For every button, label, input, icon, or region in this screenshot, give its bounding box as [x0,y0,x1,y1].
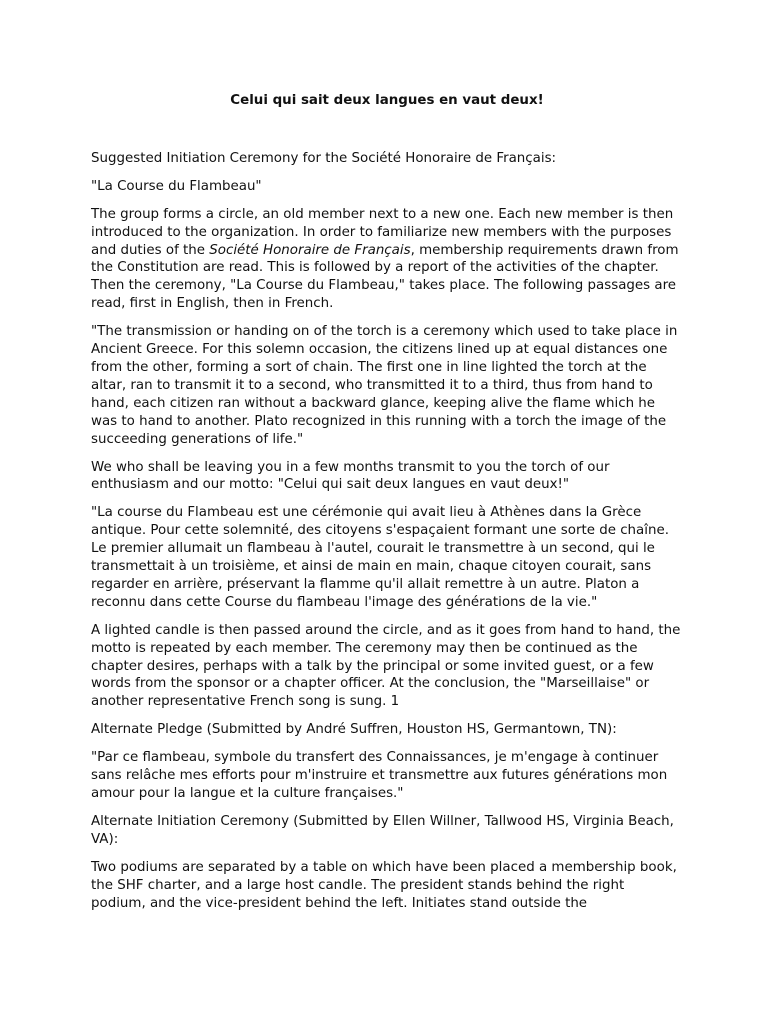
ceremony-description-part-1: The group forms a circle, an old member next to a new one. Each new member is then introduced to the organization. In order to familiarize new members with the purposes and duties of the [91,206,674,258]
ceremony-description [91,206,683,313]
alternate-pledge-heading: Alternate Pledge (Submitted by André Suffren, Houston HS, Germantown, TN): [91,722,617,738]
alternate-ceremony-text: Two podiums are separated by a table on which have been placed a membership book, the SHF charter, and a large host candle. The president stands behind the right podium, and the vice-president behind the left. Initiates stand outside the [91,859,677,911]
alternate-pledge-text: "Par ce flambeau, symbole du transfert des Connaissances, je m'engage à continuer sans relâche mes efforts pour m'instruire et transmettre aux futures générations mon amour pour la langue et la culture françaises." [91,750,668,801]
alternate-ceremony-heading: Alternate Initiation Ceremony (Submitted by Ellen Willner, Tallwood HS, Virginia Beach, VA): [91,813,674,847]
motto-paragraph: We who shall be leaving you in a few months transmit to you the torch of our enthusiasm and our motto: "Celui qui sait deux langues en vaut deux!" [91,459,610,493]
intro-paragraph: Suggested Initiation Ceremony for the Société Honoraire de Français: [91,150,557,166]
french-passage: "La course du Flambeau est une cérémonie qui avait lieu à Athènes dans la Grèce antique. Pour cette solemnité, des citoyens s'espaçaient formant une sorte de chaîne. Le premier allumait un flambeau à l'autel, courait le transmettre à un second, qui le transmettait à un troisième, et ainsi de main en main, chaque citoyen courait, sans regarder en arrière, préservant la flamme qu'il allait remettre à un autre. Platon a reconnu dans cette Course du flambeau l'image des générations de la vie." [91,505,669,610]
society-name-italic: Société Honoraire de Français [209,242,411,258]
ceremony-description-part-2: , membership requirements drawn from the Constitution are read. This is followed by a report of the activities of the chapter. Then the ceremony, "La Course du Flambeau," takes place. The following passages are read, first in English, then in French. [91,242,679,312]
candle-paragraph: A lighted candle is then passed around the circle, and as it goes from hand to hand, the motto is repeated by each member. The ceremony may then be continued as the chapter desires, perhaps with a talk by the principal or some invited guest, or a few words from the sponsor or a chapter officer. At the conclusion, the "Marseillaise" or another representative French song is sung. 1 [91,622,681,710]
document-title: Celui qui sait deux langues en vaut deux! [230,93,544,108]
document-page [91,92,683,922]
ceremony-name: "La Course du Flambeau" [91,178,262,194]
english-passage: "The transmission or handing on of the torch is a ceremony which used to take place in Ancient Greece. For this solemn occasion, the citizens lined up at equal distances one from the other, forming a sort of chain. The first one in line lighted the torch at the altar, ran to transmit it to a second, who transmitted it to a third, thus from hand to hand, each citizen ran without a backward glance, keeping alive the flame which he was to hand to another. Plato recognized in this running with a torch the image of the succeeding generations of life." [91,324,678,447]
